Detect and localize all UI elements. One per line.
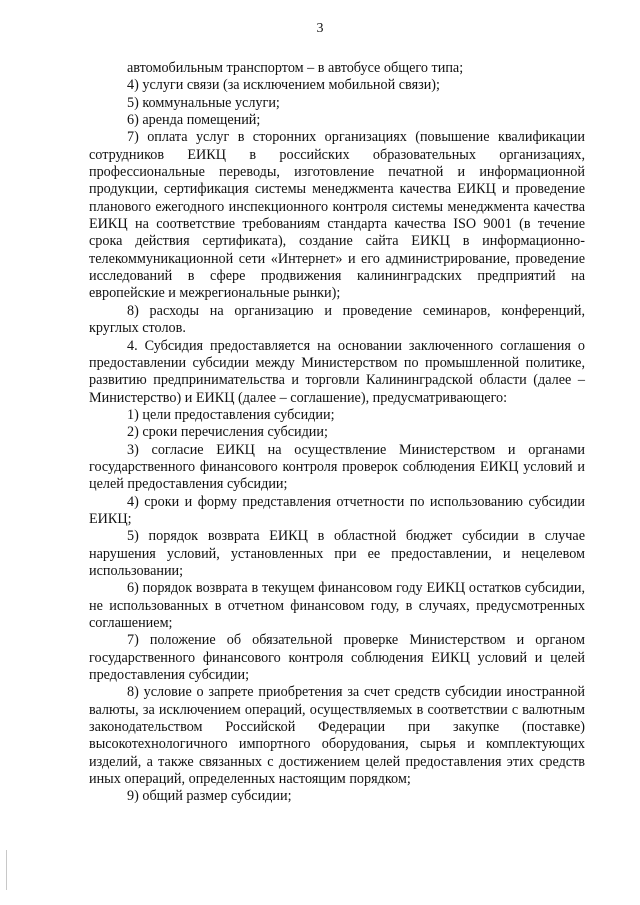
scan-edge-mark — [6, 850, 7, 890]
paragraph-condition-8: 8) условие о запрете приобретения за счет средств субсидии иностранной валюты, за исключением операций, осуществляемых в соответствии с валютным законодательством Российской Федерации при закупке (поставке) высокотехнологичного импортного оборудования, сырья и комплектующих изделий, а также связанных с достижением целей предоставления этих средств иных операций, определенных настоящим порядком; — [89, 684, 585, 788]
paragraph-condition-9: 9) общий размер субсидии; — [127, 788, 292, 805]
page-number: 3 — [316, 21, 324, 36]
paragraph-continuation: автомобильным транспортом – в автобусе общего типа; — [127, 60, 464, 76]
paragraph-item-6: 6) аренда помещений; — [127, 112, 261, 129]
paragraph-item-4: 4) услуги связи (за исключением мобильной связи); — [127, 77, 440, 94]
document-body — [89, 60, 585, 806]
paragraph-condition-2: 2) сроки перечисления субсидии; — [127, 424, 328, 441]
paragraph-item-7: 7) оплата услуг в сторонних организациях (повышение квалификации сотрудников ЕИКЦ в российских образовательных организациях, профессиональные переводы, изготовление печатной и информационной продукции, сертификация системы менеджмента качества ЕИКЦ и проведение планового ежегодного инспекционного контроля системы менеджмента качества ЕИКЦ на соответствие требованиям стандарта качества ISO 9001 (в течение срока действия сертификата), создание сайта ЕИКЦ в информационно-телекоммуникационной сети «Интернет» и его администрирование, проведение исследований в сфере продвижения калининградских предприятий на европейские и межрегиональные рынки); — [89, 129, 585, 302]
paragraph-condition-3: 3) согласие ЕИКЦ на осуществление Министерством и органами государственного финансового контроля проверок соблюдения ЕИКЦ условий и целей предоставления субсидии; — [89, 441, 585, 493]
paragraph-item-8: 8) расходы на организацию и проведение семинаров, конференций, круглых столов. — [89, 302, 585, 337]
paragraph-condition-1: 1) цели предоставления субсидии; — [127, 406, 335, 423]
paragraph-section-4: 4. Субсидия предоставляется на основании заключенного соглашения о предоставлении субсидии между Министерством по промышленной политике, развитию предпринимательства и торговли Калининградской области (далее – Министерство) и ЕИКЦ (далее – соглашение), предусматривающего: — [89, 337, 585, 406]
paragraph-condition-7: 7) положение об обязательной проверке Министерством и органом государственного финансового контроля соблюдения ЕИКЦ условий и целей предоставления субсидии; — [89, 632, 585, 684]
paragraph-condition-4: 4) сроки и форму представления отчетности по использованию субсидии ЕИКЦ; — [89, 493, 585, 527]
paragraph-condition-5: 5) порядок возврата ЕИКЦ в областной бюджет субсидии в случае нарушения условий, установленных при ее предоставлении, и нецелевом использовании; — [89, 528, 585, 579]
paragraph-item-5: 5) коммунальные услуги; — [127, 94, 280, 111]
paragraph-condition-6: 6) порядок возврата в текущем финансовом году ЕИКЦ остатков субсидии, не использованных в отчетном финансовом году, в случаях, предусмотренных соглашением; — [89, 580, 585, 631]
